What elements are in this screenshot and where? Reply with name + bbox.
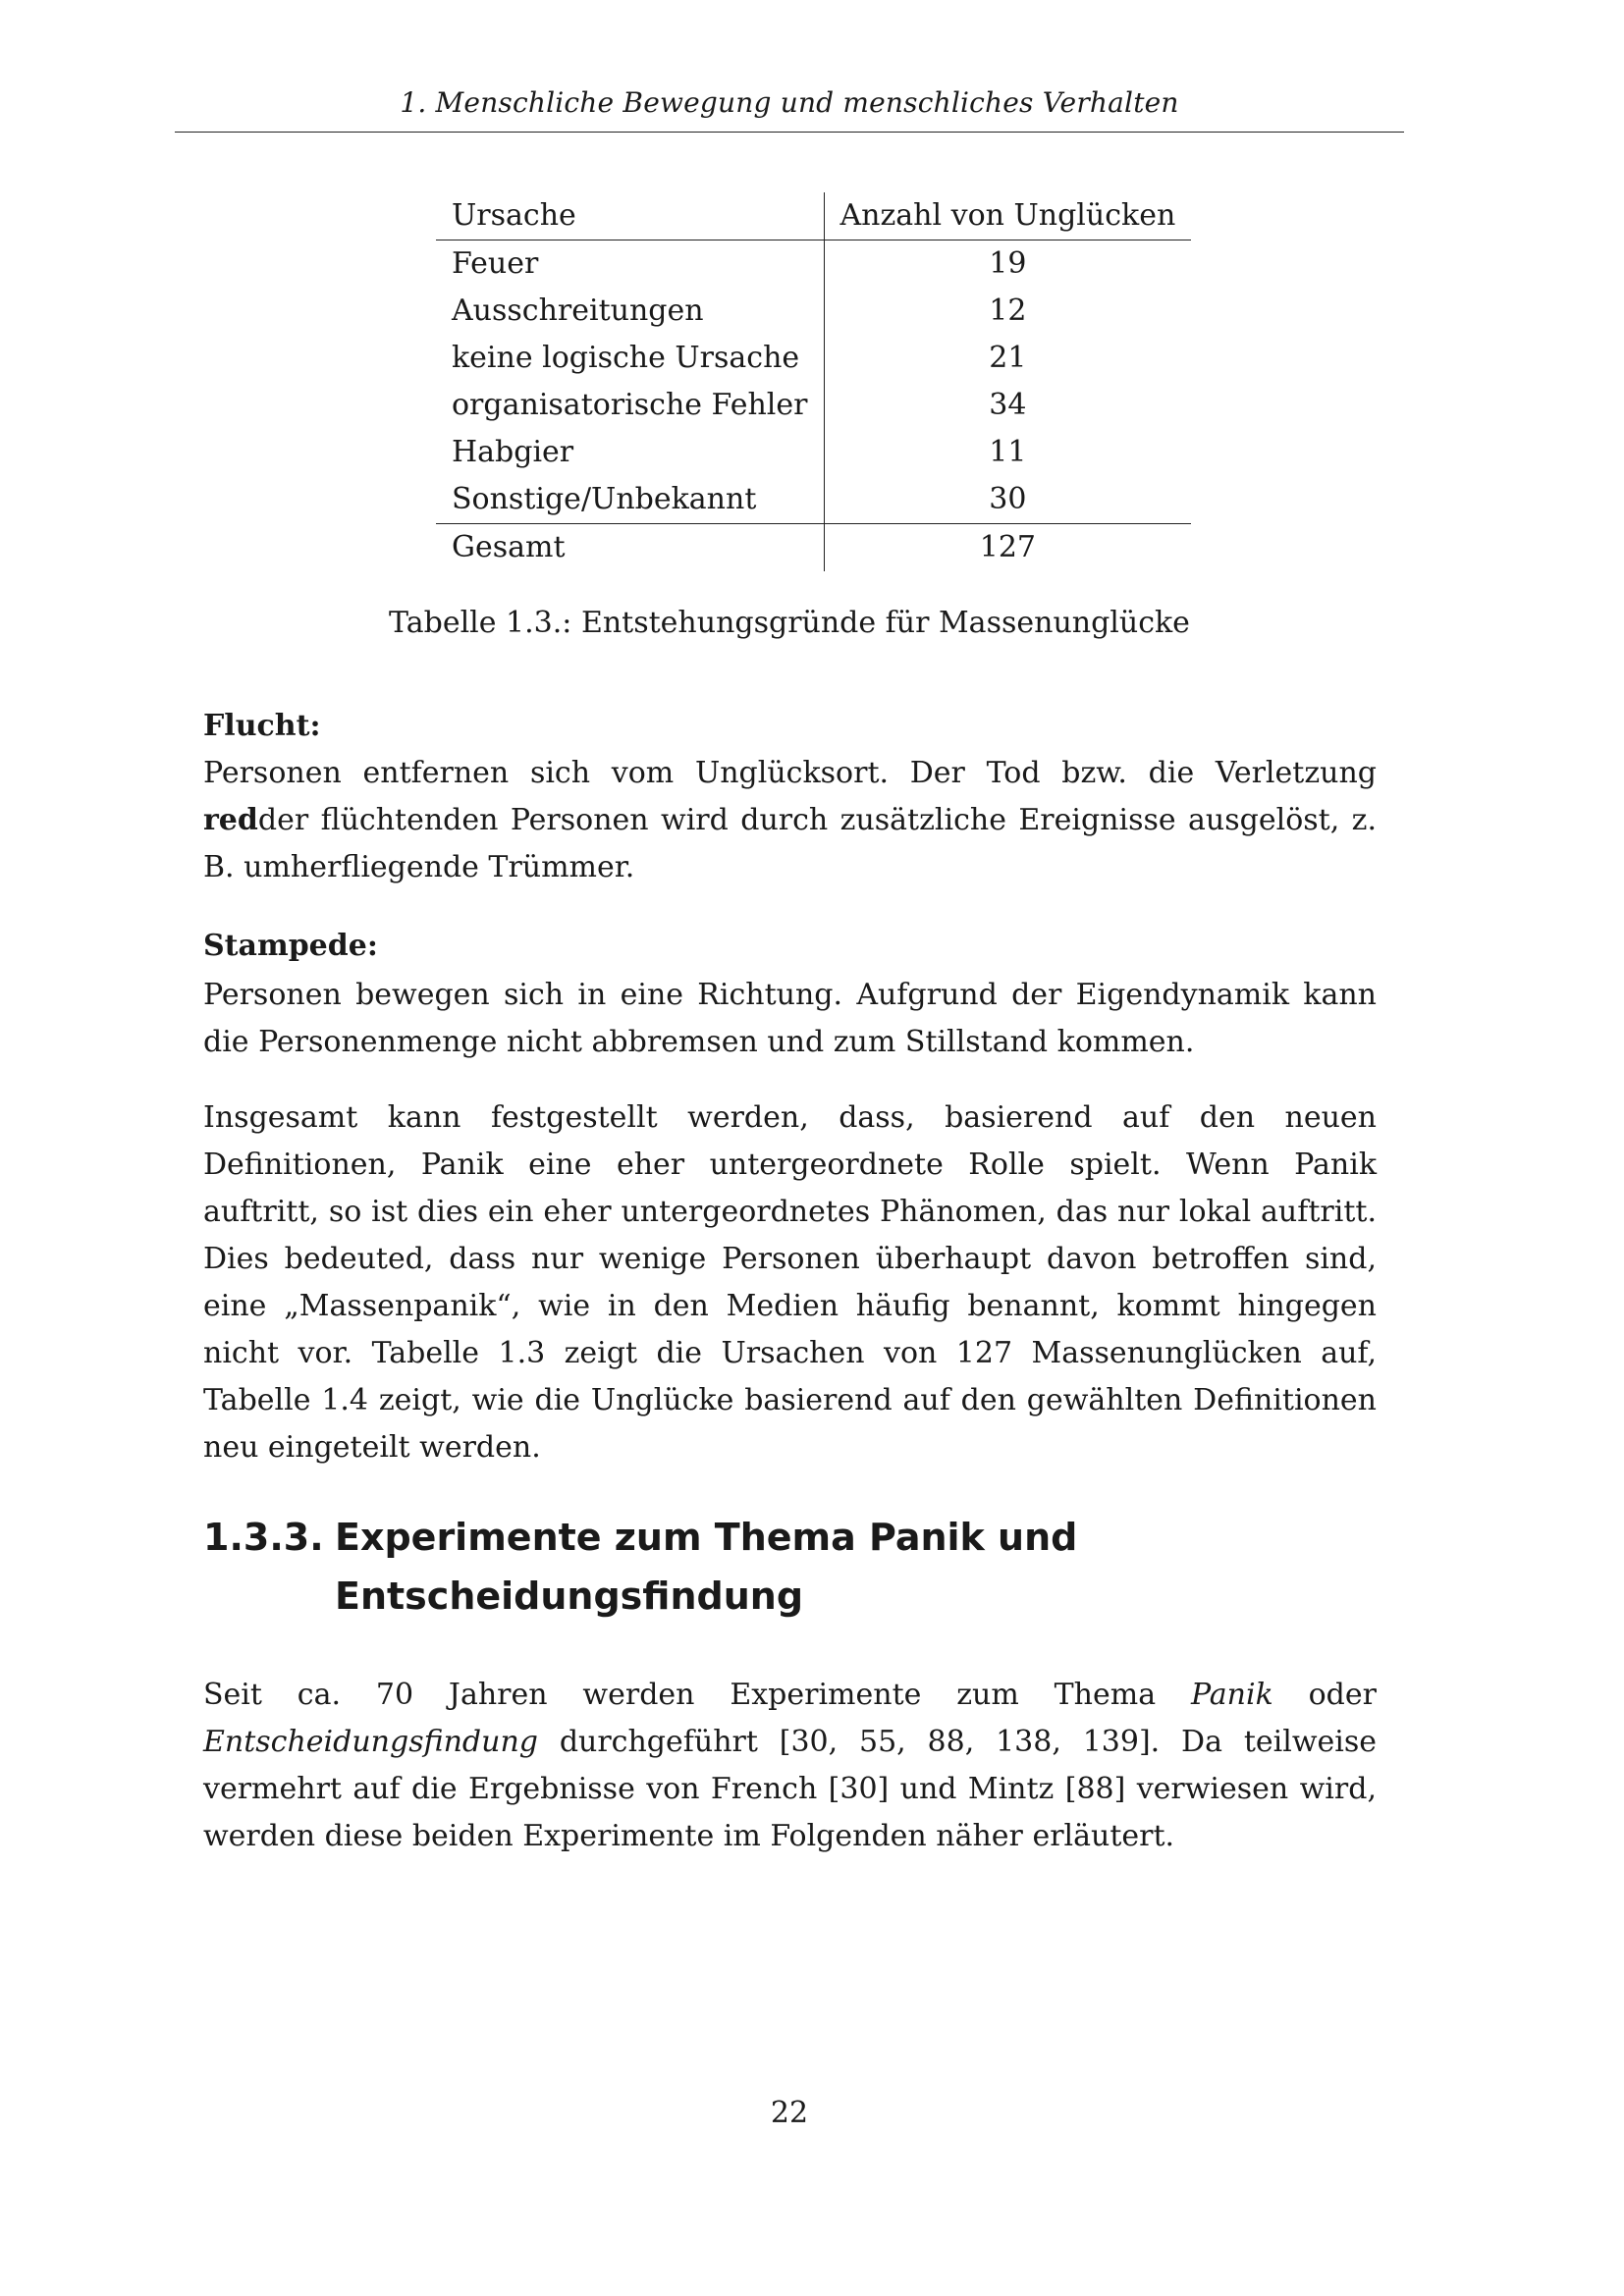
table-caption: Tabelle 1.3.: Entstehungsgründe für Massenunglücke (389, 606, 1190, 640)
column-header-count: Anzahl von Unglücken (824, 192, 1191, 240)
count-cell: 21 (989, 341, 1027, 375)
stampede-paragraph: Personen bewegen sich in eine Richtung. Aufgrund der Eigendynamik kann die Personenmenge nicht abbremsen und zum Stillstand kommen. (203, 978, 1377, 1059)
header-rule (175, 132, 1404, 133)
cause-cell: Sonstige/Unbekannt (436, 476, 824, 524)
table-row (436, 429, 1191, 476)
flucht-text-end: der flüchtenden Personen wird durch zusätzliche Ereignisse ausgelöst, z. B. umherfliegende Trümmer. (203, 803, 1377, 884)
cause-cell: Feuer (436, 240, 824, 289)
count-cell: 12 (989, 294, 1027, 328)
italic-term-entscheidungsfindung: Entscheidungsfindung (203, 1725, 538, 1759)
table-row (436, 240, 1191, 289)
summary-paragraph: Insgesamt kann festgestellt werden, dass, basierend auf den neuen Definitionen, Panik eine eher untergeordnete Rolle spielt. Wenn Panik auftritt, so ist dies ein eher untergeordnetes Phänomen, das nur lokal auftritt. Dies bedeuted, dass nur wenige Personen überhaupt davon betroffen sind, eine „Massenpanik“, wie in den Medien häufig benannt, kommt hingegen nicht vor. Tabelle 1.3 zeigt die Ursachen von 127 Massenunglücken auf, Tabelle 1.4 zeigt, wie die Unglücke basierend auf den gewählten Definitionen neu eingeteilt werden. (203, 1100, 1377, 1465)
section-number: 1.3.3. (203, 1516, 324, 1559)
column-header-cause: Ursache (436, 192, 824, 240)
running-header: 1. Menschliche Bewegung und menschliches Verhalten (400, 86, 1179, 119)
table-row (436, 335, 1191, 382)
flucht-text-start: Personen entfernen sich vom Unglücksort. Der Tod bzw. die Verletzung (203, 756, 1377, 790)
experiments-paragraph (203, 1672, 1377, 1860)
flucht-paragraph (203, 750, 1377, 891)
table-row (436, 382, 1191, 429)
count-cell: 19 (989, 246, 1027, 281)
cause-cell: organisatorische Fehler (436, 382, 824, 429)
experiments-text-2: oder (1272, 1678, 1377, 1712)
causes-table (436, 192, 1191, 571)
page-number: 22 (770, 2096, 809, 2130)
cause-cell: Habgier (436, 429, 824, 476)
total-label: Gesamt (436, 524, 824, 572)
stampede-heading: Stampede: (203, 929, 378, 963)
cause-cell: keine logische Ursache (436, 335, 824, 382)
experiments-text-3: durchgeführt [30, 55, 88, 138, 139]. Da teilweise vermehrt auf die Ergebnisse von French [30] und Mintz [88] verwiesen wird, werden diese beiden Experimente im Folgenden näher erläutert. (203, 1725, 1377, 1853)
table-row (436, 476, 1191, 524)
count-cell: 11 (989, 435, 1027, 469)
table-total-row (436, 524, 1191, 572)
table-header-row (436, 192, 1191, 240)
count-cell: 34 (989, 388, 1027, 422)
total-count: 127 (979, 530, 1037, 564)
cause-cell: Ausschreitungen (436, 288, 824, 335)
experiments-text-1: Seit ca. 70 Jahren werden Experimente zum Thema (203, 1678, 1191, 1712)
flucht-bold-word: red (203, 803, 258, 837)
count-cell: 30 (824, 476, 1191, 524)
italic-term-panik: Panik (1190, 1678, 1273, 1712)
table-row (436, 288, 1191, 335)
section-title: Experimente zum Thema Panik und Entscheidungsfindung (335, 1516, 1078, 1618)
flucht-heading: Flucht: (203, 709, 321, 743)
